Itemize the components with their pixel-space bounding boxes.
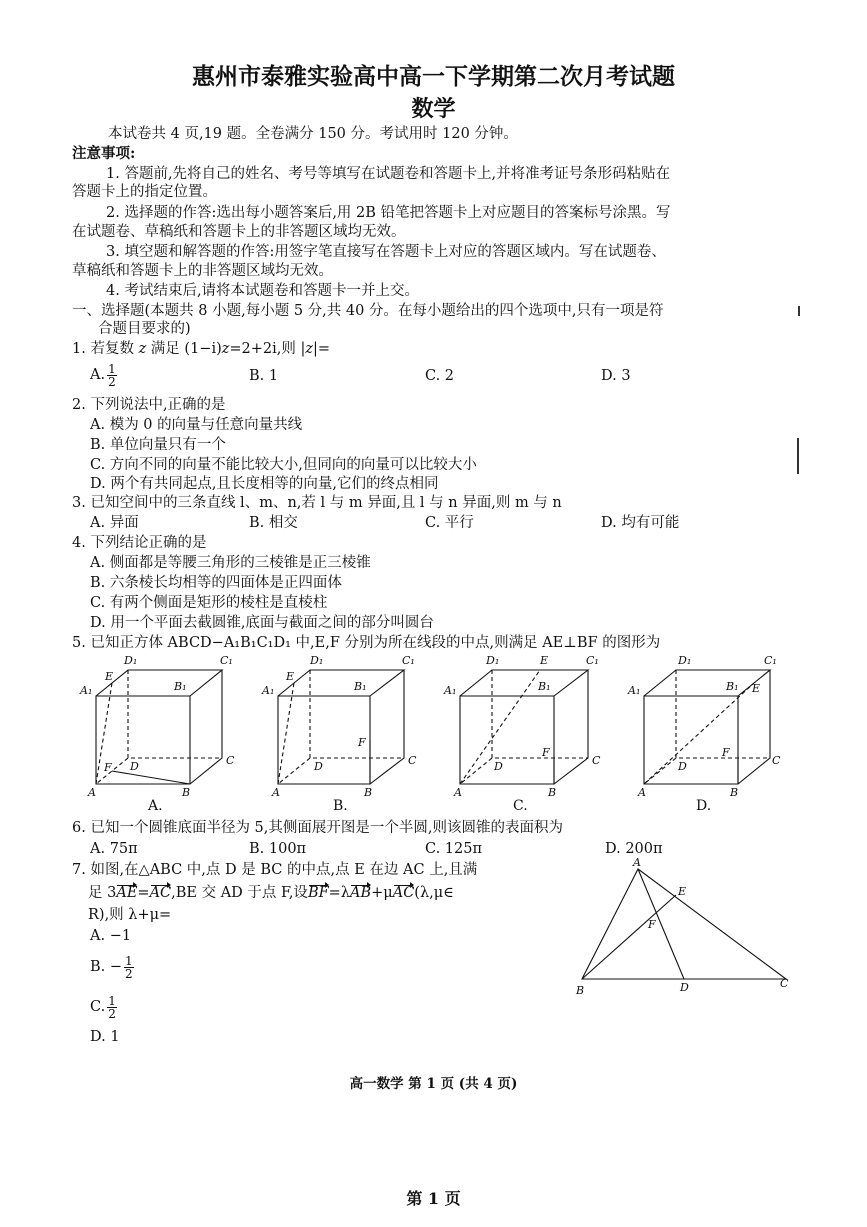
q7-line2-a: 足 3 [88, 885, 117, 901]
subject-title: 数学 [411, 96, 456, 122]
q6-option-d: D. 200π [605, 841, 663, 857]
q6-stem: 6. 已知一个圆锥底面半径为 5,其侧面展开图是一个半圆,则该圆锥的表面积为 [72, 820, 563, 836]
q7-option-b-label: B. − [90, 959, 123, 975]
label-c: C [226, 754, 235, 767]
label-b: B [548, 786, 557, 798]
page-number: 第 1 页 [406, 1189, 461, 1208]
q7-option-c-label: C. [90, 999, 106, 1015]
cube-b-ae [278, 683, 294, 784]
q5-caption-b: B. [333, 798, 348, 814]
cube-a-edges [96, 670, 222, 784]
q1-option-a [90, 360, 119, 390]
q6-option-b: B. 100π [249, 841, 307, 857]
notice-item-1: 1. 答题前,先将自己的姓名、考号等填写在试题卷和答题卡上,并将准考证号条形码粘贴在 [106, 166, 671, 182]
q7-option-b [90, 952, 136, 982]
notice-item-3: 3. 填空题和解答题的作答:用签字笔直接写在答题卡上对应的答题区域内。写在试题卷、 [106, 244, 666, 260]
label-d1: D₁ [124, 654, 138, 667]
q7-line2-b: ,BE 交 AD 于点 F,设 [171, 885, 308, 901]
label-d: D [130, 760, 139, 773]
label-a: A [633, 856, 641, 869]
q4-option-d: D. 用一个平面去截圆锥,底面与截面之间的部分叫圆台 [90, 615, 434, 631]
label-a1: A₁ [262, 684, 275, 697]
q7-vec-bf: BF [307, 885, 329, 901]
label-b1: B₁ [538, 680, 551, 693]
page-info: 高一数学 第 1 页 (共 4 页) [349, 1076, 518, 1092]
q1-z2: z [221, 341, 230, 357]
label-e: E [752, 682, 761, 695]
notice-item-1-cont: 答题卡上的指定位置。 [72, 184, 217, 200]
q4-option-c: C. 有两个侧面是矩形的棱柱是直棱柱 [90, 595, 328, 611]
label-a1: A₁ [80, 684, 93, 697]
notice-item-4: 4. 考试结束后,请将本试题卷和答题卡一并上交。 [106, 283, 420, 299]
q3-option-a: A. 异面 [90, 515, 139, 531]
label-c1: C₁ [764, 654, 777, 667]
notice-heading: 注意事项: [72, 145, 136, 162]
q5-figure-d [626, 650, 806, 798]
label-f: F [358, 736, 366, 749]
label-e: E [105, 670, 114, 683]
label-f: F [648, 918, 656, 931]
q1-stem-a: 1. 若复数 [72, 341, 139, 357]
label-d: D [678, 760, 687, 773]
q7-c-den: 2 [108, 1006, 116, 1021]
q4-option-b: B. 六条棱长均相等的四面体是正四面体 [90, 575, 342, 591]
q3-stem: 3. 已知空间中的三条直线 l、m、n,若 l 与 m 异面,且 l 与 n 异面,则 m 与 n [72, 495, 562, 511]
q7-option-d: D. 1 [90, 1029, 120, 1045]
label-f: F [722, 746, 730, 759]
label-b: B [730, 786, 739, 798]
q7-vec-ab: AB [350, 885, 372, 901]
cube-b-edges [278, 670, 404, 784]
label-c1: C₁ [402, 654, 415, 667]
q7-vec-ac2: AC [392, 885, 415, 901]
label-d: D [680, 981, 689, 994]
label-e: E [540, 654, 549, 667]
q5-figure-a [72, 650, 252, 798]
q2-stem: 2. 下列说法中,正确的是 [72, 397, 226, 413]
label-b: B [576, 984, 585, 997]
q1-option-a-fraction [107, 363, 117, 388]
label-a: A [88, 786, 96, 798]
q7-vec-ac: AC [149, 885, 172, 901]
label-f: F [542, 746, 550, 759]
q1-option-a-label: A. [90, 367, 106, 383]
q1-stem-c: =2+2i,则 | [229, 341, 306, 357]
q1-option-b: B. 1 [249, 368, 279, 384]
q5-stem: 5. 已知正方体 ABCD−A₁B₁C₁D₁ 中,E,F 分别为所在线段的中点,则满足 AE⊥BF 的图形为 [72, 635, 661, 651]
label-c: C [408, 754, 417, 767]
q7-eq: = [137, 885, 150, 901]
q1-z1: z [138, 341, 147, 357]
cube-b-hidden-edges [278, 670, 404, 784]
q3-option-c: C. 平行 [425, 515, 474, 531]
q1-option-c: C. 2 [425, 368, 455, 384]
label-b: B [364, 786, 373, 798]
label-d1: D₁ [678, 654, 692, 667]
label-d1: D₁ [310, 654, 324, 667]
label-c1: C₁ [220, 654, 233, 667]
q7-b-num: 1 [125, 953, 133, 968]
cube-a-bf [112, 771, 190, 784]
cube-c-hidden-edges [460, 670, 588, 784]
q7-triangle-figure [570, 855, 800, 1000]
label-c: C [772, 754, 781, 767]
q7-line2-c: =λ [328, 885, 350, 901]
label-c: C [592, 754, 601, 767]
scan-mark [797, 438, 799, 474]
q2-option-c: C. 方向不同的向量不能比较大小,但同向的向量可以比较大小 [90, 457, 477, 473]
q5-caption-c: C. [513, 798, 528, 814]
q1-option-d: D. 3 [601, 368, 631, 384]
label-e: E [678, 885, 687, 898]
q2-option-a: A. 模为 0 的向量与任意向量共线 [90, 417, 303, 433]
q7-line3: R),则 λ+μ= [88, 907, 172, 923]
q3-option-d: D. 均有可能 [601, 515, 680, 531]
q7-option-b-fraction [124, 955, 134, 980]
q7-option-c-fraction [107, 995, 117, 1020]
q5-figure-c [442, 650, 622, 798]
q6-option-c: C. 125π [425, 841, 483, 857]
q7-b-den: 2 [125, 966, 133, 981]
label-b1: B₁ [174, 680, 187, 693]
exam-title: 惠州市泰雅实验高中高一下学期第二次月考试题 [192, 63, 675, 90]
q1-z3: z [305, 341, 314, 357]
label-c1: C₁ [586, 654, 599, 667]
cube-c-edges [460, 670, 588, 784]
label-a1: A₁ [444, 684, 457, 697]
q4-option-a: A. 侧面都是等腰三角形的三棱锥是正三棱锥 [90, 555, 371, 571]
notice-item-3-cont: 草稿纸和答题卡上的非答题区域均无效。 [72, 263, 333, 279]
segment-be [582, 895, 676, 979]
q4-stem: 4. 下列结论正确的是 [72, 535, 207, 551]
q7-c-num: 1 [108, 993, 116, 1008]
label-b1: B₁ [354, 680, 367, 693]
q5-caption-a: A. [148, 798, 163, 814]
q1-stem [72, 340, 330, 358]
q1-a-den: 2 [108, 374, 116, 389]
q7-line2-d: +μ [371, 885, 393, 901]
scan-mark [798, 306, 800, 316]
q5-figure-b [258, 650, 438, 798]
label-d: D [494, 760, 503, 773]
label-a1: A₁ [628, 684, 641, 697]
section-heading-cont: 合题目要求的) [98, 321, 191, 337]
q7-line1: 7. 如图,在△ABC 中,点 D 是 BC 的中点,点 E 在边 AC 上,且满 [72, 862, 478, 878]
notice-item-2: 2. 选择题的作答:选出每小题答案后,用 2B 铅笔把答题卡上对应题目的答案标号涂黑。写 [106, 205, 671, 221]
q7-option-a: A. −1 [90, 928, 132, 944]
q6-option-a: A. 75π [90, 841, 138, 857]
label-b: B [182, 786, 191, 798]
q7-line2 [88, 884, 454, 902]
label-a: A [454, 786, 462, 798]
q2-option-b: B. 单位向量只有一个 [90, 437, 226, 453]
label-a: A [638, 786, 646, 798]
cube-a-hidden-edges [96, 670, 222, 784]
exam-info: 本试卷共 4 页,19 题。全卷满分 150 分。考试用时 120 分钟。 [108, 126, 518, 142]
q7-line2-e: (λ,μ∈ [414, 885, 454, 901]
q1-stem-d: |= [313, 341, 331, 357]
label-d1: D₁ [486, 654, 500, 667]
label-a: A [272, 786, 280, 798]
q1-a-num: 1 [108, 361, 116, 376]
q1-stem-b: 满足 (1−i) [146, 341, 222, 357]
label-f: F [104, 761, 112, 774]
section-heading: 一、选择题(本题共 8 小题,每小题 5 分,共 40 分。在每小题给出的四个选项中,只有一项是符 [72, 303, 664, 319]
q7-vec-ae: AE [116, 885, 138, 901]
q7-option-c [90, 992, 119, 1022]
label-c: C [780, 977, 789, 990]
label-b1: B₁ [726, 680, 739, 693]
label-d: D [314, 760, 323, 773]
q2-option-d: D. 两个有共同起点,且长度相等的向量,它们的终点相同 [90, 476, 439, 492]
label-e: E [286, 670, 295, 683]
q5-caption-d: D. [696, 798, 712, 814]
q3-option-b: B. 相交 [249, 515, 298, 531]
notice-item-2-cont: 在试题卷、草稿纸和答题卡上的非答题区域均无效。 [72, 224, 406, 240]
